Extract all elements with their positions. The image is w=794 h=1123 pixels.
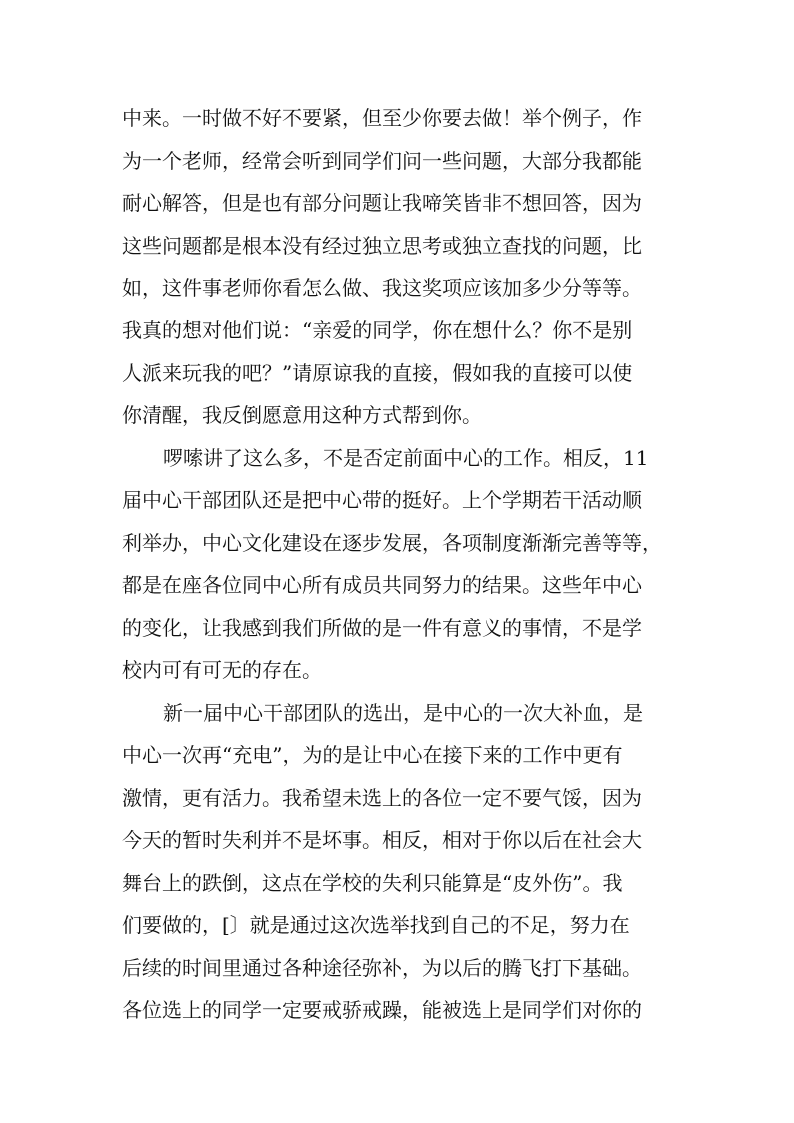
text-line: 如，这件事老师你看怎么做、我这奖项应该加多少分等等。 [122,276,642,300]
text-line: 利举办，中心文化建设在逐步发展，各项制度渐渐完善等等， [122,531,662,555]
text-line: 中来。一时做不好不要紧，但至少你要去做！举个例子，作 [122,106,642,130]
text-line: 都是在座各位同中心所有成员共同努力的结果。这些年中心 [122,573,642,597]
text-line: 舞台上的跌倒，这点在学校的失利只能算是“皮外伤”。我 [122,871,623,895]
text-line: 我真的想对他们说：“亲爱的同学，你在想什么？你不是别 [122,318,633,342]
text-line: 的变化，让我感到我们所做的是一件有意义的事情，不是学 [122,616,642,640]
paragraph-first-line: 啰嗦讲了这么多，不是否定前面中心的工作。相反，11 [163,446,649,470]
text-line: 今天的暂时失利并不是坏事。相反，相对于你以后在社会大 [122,828,642,852]
text-line: 们要做的，[〕就是通过这次选举找到自己的不足，努力在 [122,913,630,937]
text-line: 这些问题都是根本没有经过独立思考或独立查找的问题，比 [122,234,642,258]
paragraph-first-line: 新一届中心干部团队的选出，是中心的一次大补血，是 [163,701,643,725]
text-line: 你清醒，我反倒愿意用这种方式帮到你。 [122,403,482,427]
text-line: 激情，更有活力。我希望未选上的各位一定不要气馁，因为 [122,786,642,810]
text-line: 后续的时间里通过各种途径弥补，为以后的腾飞打下基础。 [122,956,642,980]
text-line: 为一个老师，经常会听到同学们问一些问题，大部分我都能 [122,149,642,173]
text-line: 耐心解答，但是也有部分问题让我啼笑皆非不想回答，因为 [122,191,642,215]
text-line: 届中心干部团队还是把中心带的挺好。上个学期若干活动顺 [122,488,642,512]
text-line: 中心一次再“充电”，为的是让中心在接下来的工作中更有 [122,743,623,767]
text-line: 人派来玩我的吧？”请原谅我的直接，假如我的直接可以使 [122,361,633,385]
text-line: 校内可有可无的存在。 [122,658,322,682]
text-line: 各位选上的同学一定要戒骄戒躁，能被选上是同学们对你的 [122,998,642,1022]
